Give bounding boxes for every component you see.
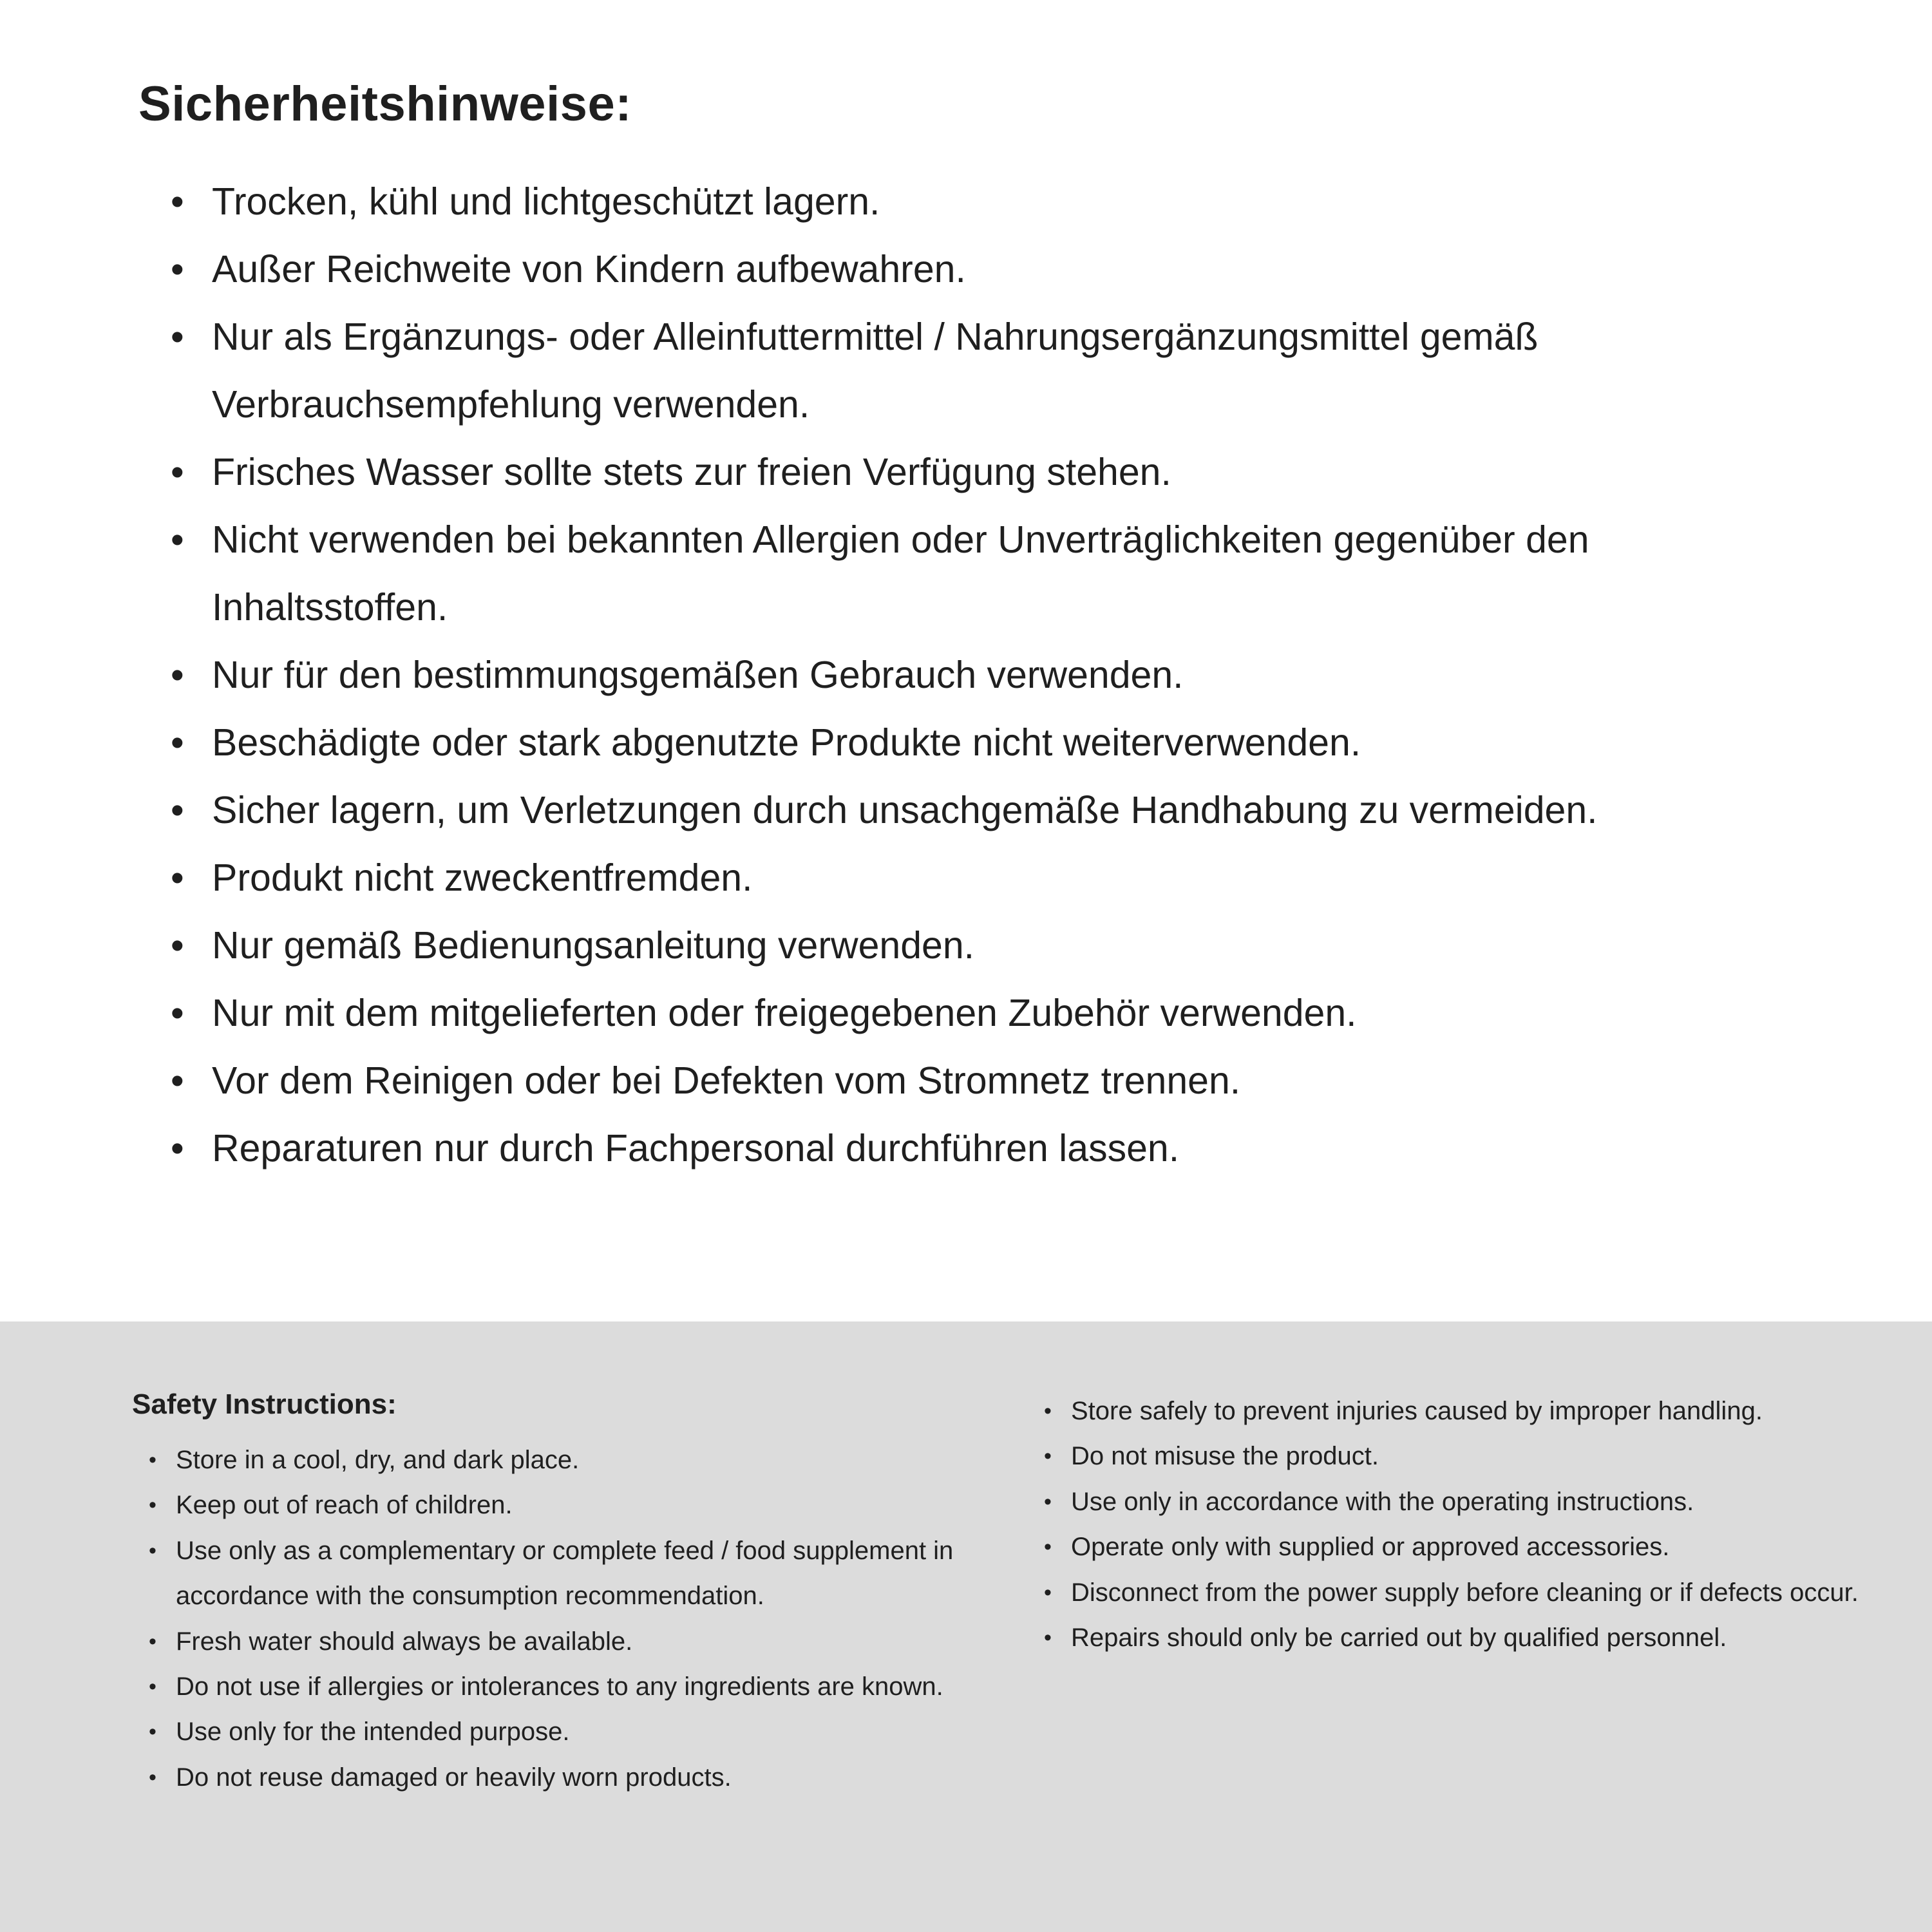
german-safety-item: • Frisches Wasser sollte stets zur freien Verfügung stehen. [171, 439, 1835, 506]
german-safety-item: • Nur gemäß Bedienungsanleitung verwenden. [171, 912, 1835, 980]
english-safety-item: • Fresh water should always be available. [149, 1619, 989, 1664]
german-safety-title: Sicherheitshinweise: [138, 77, 632, 131]
english-safety-list-left [149, 1437, 989, 1800]
english-safety-item: • Do not misuse the product. [1044, 1434, 1868, 1479]
english-safety-item: • Disconnect from the power supply before cleaning or if defects occur. [1044, 1570, 1868, 1615]
english-safety-item: • Repairs should only be carried out by qualified personnel. [1044, 1615, 1868, 1660]
german-safety-item: • Nur mit dem mitgelieferten oder freigegebenen Zubehör verwenden. [171, 980, 1835, 1047]
english-safety-item: • Use only as a complementary or complete feed / food supplement in accordance with the consumption recommendation. [149, 1528, 989, 1619]
english-safety-item: • Operate only with supplied or approved accessories. [1044, 1524, 1868, 1569]
english-safety-item: • Do not use if allergies or intolerances to any ingredients are known. [149, 1664, 989, 1709]
german-safety-item: • Nur für den bestimmungsgemäßen Gebrauch verwenden. [171, 641, 1835, 709]
german-safety-item: • Trocken, kühl und lichtgeschützt lagern. [171, 168, 1835, 236]
german-safety-item: • Reparaturen nur durch Fachpersonal durchführen lassen. [171, 1115, 1835, 1182]
english-right-column [1044, 1388, 1868, 1932]
german-safety-item: • Sicher lagern, um Verletzungen durch unsachgemäße Handhabung zu vermeiden. [171, 777, 1835, 844]
english-safety-item: • Use only in accordance with the operating instructions. [1044, 1479, 1868, 1524]
german-safety-item: • Außer Reichweite von Kindern aufbewahren. [171, 236, 1835, 303]
english-safety-item: • Use only for the intended purpose. [149, 1709, 989, 1754]
english-safety-item: • Keep out of reach of children. [149, 1482, 989, 1528]
german-safety-item: • Nur als Ergänzungs- oder Alleinfuttermittel / Nahrungsergänzungsmittel gemäß Verbrauchsempfehlung verwenden. [171, 303, 1835, 439]
english-safety-title: Safety Instructions: [132, 1388, 397, 1420]
german-safety-item: • Beschädigte oder stark abgenutzte Produkte nicht weiterverwenden. [171, 709, 1835, 777]
english-safety-item: • Store safely to prevent injuries caused by improper handling. [1044, 1388, 1868, 1434]
english-safety-item: • Do not reuse damaged or heavily worn products. [149, 1755, 989, 1800]
english-safety-list-right [1044, 1388, 1868, 1660]
english-safety-item: • Store in a cool, dry, and dark place. [149, 1437, 989, 1482]
german-safety-list [171, 168, 1835, 1182]
german-safety-item: • Produkt nicht zweckentfremden. [171, 844, 1835, 912]
english-safety-section [0, 1321, 1932, 1932]
german-safety-item: • Nicht verwenden bei bekannten Allergien oder Unverträglichkeiten gegenüber den Inhaltsstoffen. [171, 506, 1835, 641]
german-safety-item: • Vor dem Reinigen oder bei Defekten vom Stromnetz trennen. [171, 1047, 1835, 1115]
english-left-column [132, 1388, 989, 1932]
